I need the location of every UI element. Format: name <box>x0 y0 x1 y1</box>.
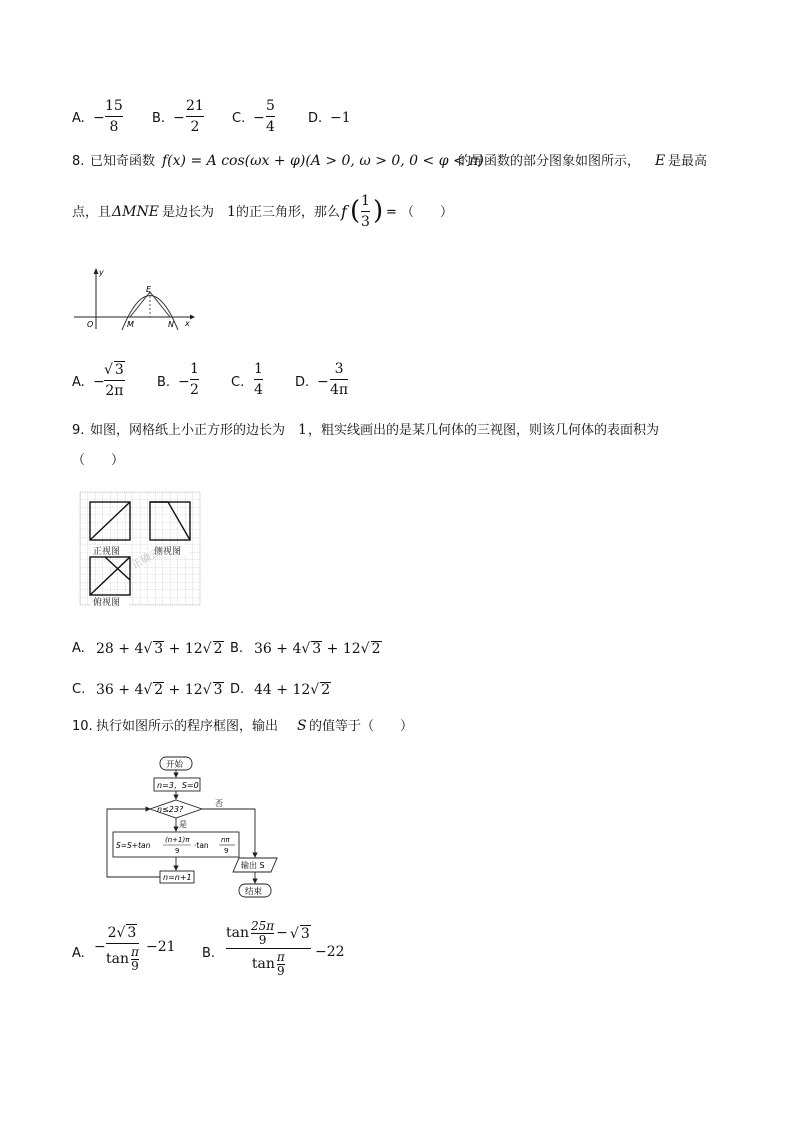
q7-option-b-fraction <box>186 98 204 135</box>
q9-paren: （ ） <box>72 453 125 468</box>
svg-text:(n+1)π: (n+1)π <box>165 836 190 844</box>
q8-option-d-den: 4π <box>330 382 349 399</box>
q8-option-a-minus: − <box>93 374 105 390</box>
q8-line2-a: 点，且 <box>72 205 112 220</box>
q8-option-d-num: 3 <box>334 361 344 377</box>
q9-stem-2: ，粗实线画出的是某几何体的三视图，则该几何体的表面积为 <box>308 423 660 438</box>
q8-option-c-num: 1 <box>254 361 263 377</box>
q7-option-b-label[interactable]: B. <box>152 111 166 126</box>
q8-f-den: 3 <box>361 214 370 231</box>
q9-watermark: 正确云 <box>130 547 162 572</box>
q8-option-d-minus: − <box>317 374 329 390</box>
q9-option-c-label[interactable]: C. <box>72 682 86 697</box>
q10-option-b-fraction: tan 25π 9 − √ 3 tan π 9 <box>226 919 310 978</box>
q8-function: f(x) = A cos(ωx + φ)(A > 0, ω > 0, 0 < φ < π) <box>162 153 484 169</box>
svg-text:·tan: ·tan <box>194 841 209 850</box>
q7-option-b-minus: − <box>173 110 185 126</box>
q8-triangle: ΔMNE <box>112 204 159 220</box>
q7-option-a-label[interactable]: A. <box>72 111 85 126</box>
q8-stem-3: 是最高 <box>668 154 708 169</box>
q9-option-c-value: 36 + 4√ 2 + 12√ 3 <box>96 682 223 698</box>
q8-option-b-fraction <box>190 361 199 398</box>
svg-text:n≤23?: n≤23? <box>157 805 184 814</box>
q8-left-paren: ( <box>350 196 361 226</box>
q10-number: 10. <box>72 719 93 734</box>
svg-text:开始: 开始 <box>166 760 184 770</box>
q8-f-num: 1 <box>361 193 370 209</box>
q9-side-view-label: 侧视图 <box>154 547 182 557</box>
q8-e-var: E <box>655 153 666 169</box>
q7-option-c-fraction <box>266 98 275 135</box>
q10-option-a-fraction: 2√ 3 tan π 9 <box>106 925 139 973</box>
q8-line2-c: 的正三角形，那么 <box>236 205 341 220</box>
q8-label-m: M <box>127 320 134 329</box>
q9-one: 1 <box>298 422 307 438</box>
q8-option-c-label[interactable]: C. <box>231 375 245 390</box>
q8-tail: = （ ） <box>386 205 454 220</box>
q10-flowchart <box>105 755 285 905</box>
q7-option-a-minus: − <box>93 110 105 126</box>
q10-s-var: S <box>297 718 307 734</box>
q8-label-e: E <box>146 285 152 294</box>
q8-option-d-fraction <box>330 361 348 398</box>
svg-text:9: 9 <box>224 847 229 855</box>
q8-option-a-label[interactable]: A. <box>72 375 85 390</box>
q9-stem-1: 如图，网格纸上小正方形的边长为 <box>90 423 286 438</box>
q8-option-b-minus: − <box>178 374 190 390</box>
q7-option-a-num: 15 <box>105 98 123 114</box>
q8-f-fraction <box>361 193 370 230</box>
q10-flow-no: 否 <box>215 799 223 808</box>
q7-option-c-label[interactable]: C. <box>232 111 246 126</box>
q9-option-a-label[interactable]: A. <box>72 641 85 656</box>
q7-option-b-num: 21 <box>186 98 204 114</box>
q7-option-d-label[interactable]: D. <box>308 111 323 126</box>
q10-stem-1: 执行如图所示的程序框图，输出 <box>96 719 279 734</box>
q8-stem-2: 的导函数的部分图象如图所示， <box>458 154 641 169</box>
q9-option-b-value: 36 + 4√ 3 + 12√ 2 <box>254 641 381 657</box>
q8-option-a-num: 3 <box>114 362 124 378</box>
svg-text:9: 9 <box>175 847 180 855</box>
svg-text:nπ: nπ <box>221 836 230 844</box>
q8-option-c-fraction <box>254 361 263 398</box>
q7-option-a-fraction <box>105 98 123 135</box>
q8-f: f <box>341 202 347 221</box>
q8-option-c-den: 4 <box>254 382 263 399</box>
q8-number: 8. <box>72 154 85 169</box>
q7-option-c-minus: − <box>253 110 265 126</box>
q8-one: 1 <box>227 204 236 220</box>
q9-three-views <box>80 492 202 607</box>
svg-text:输出 S: 输出 S <box>241 861 265 870</box>
q8-label-x: x <box>185 319 190 328</box>
q8-option-d-label[interactable]: D. <box>295 375 310 390</box>
q9-option-d-value: 44 + 12√ 2 <box>254 682 331 698</box>
q10-stem-2: 的值等于（ ） <box>309 719 414 734</box>
q8-graph <box>72 265 202 335</box>
q9-option-b-label[interactable]: B. <box>230 641 244 656</box>
q8-option-b-den: 2 <box>190 382 199 399</box>
svg-text:n=n+1: n=n+1 <box>163 873 192 882</box>
q7-option-b-den: 2 <box>190 119 200 136</box>
q8-option-b-label[interactable]: B. <box>157 375 171 390</box>
q7-option-c-num: 5 <box>266 98 275 114</box>
q8-option-b-num: 1 <box>190 361 199 377</box>
q10-option-b-tail: −22 <box>315 944 345 960</box>
q9-number: 9. <box>72 423 85 438</box>
q9-option-d-label[interactable]: D. <box>230 682 245 697</box>
q8-line2-b: 是边长为 <box>162 205 215 220</box>
q10-option-a-minus: − <box>94 939 106 955</box>
q8-right-paren: ) <box>373 196 384 226</box>
q7-option-c-den: 4 <box>266 119 275 136</box>
q10-flow-yes: 是 <box>179 820 187 829</box>
q9-option-a-value: 28 + 4√ 3 + 12√ 2 <box>96 641 223 657</box>
q8-label-n: N <box>168 320 174 329</box>
q8-label-y: y <box>99 268 104 277</box>
q10-option-b-label[interactable]: B. <box>202 946 216 961</box>
q10-option-a-label[interactable]: A. <box>72 946 85 961</box>
q8-option-a-den: 2π <box>105 383 124 400</box>
q7-option-d-value: −1 <box>330 110 351 126</box>
q9-front-view-label: 正视图 <box>93 547 121 557</box>
q7-option-a-den: 8 <box>109 119 119 136</box>
svg-text:S=S+tan: S=S+tan <box>116 841 151 850</box>
q8-label-o: O <box>87 320 94 329</box>
q8-stem-1: 已知奇函数 <box>90 154 156 169</box>
q10-option-a-tail: −21 <box>146 939 176 955</box>
svg-text:结束: 结束 <box>245 887 263 897</box>
q8-option-a-fraction: √ 3 2π <box>104 362 124 400</box>
q9-top-view-label: 俯视图 <box>93 598 121 608</box>
svg-text:n=3，S=0: n=3，S=0 <box>157 781 199 790</box>
